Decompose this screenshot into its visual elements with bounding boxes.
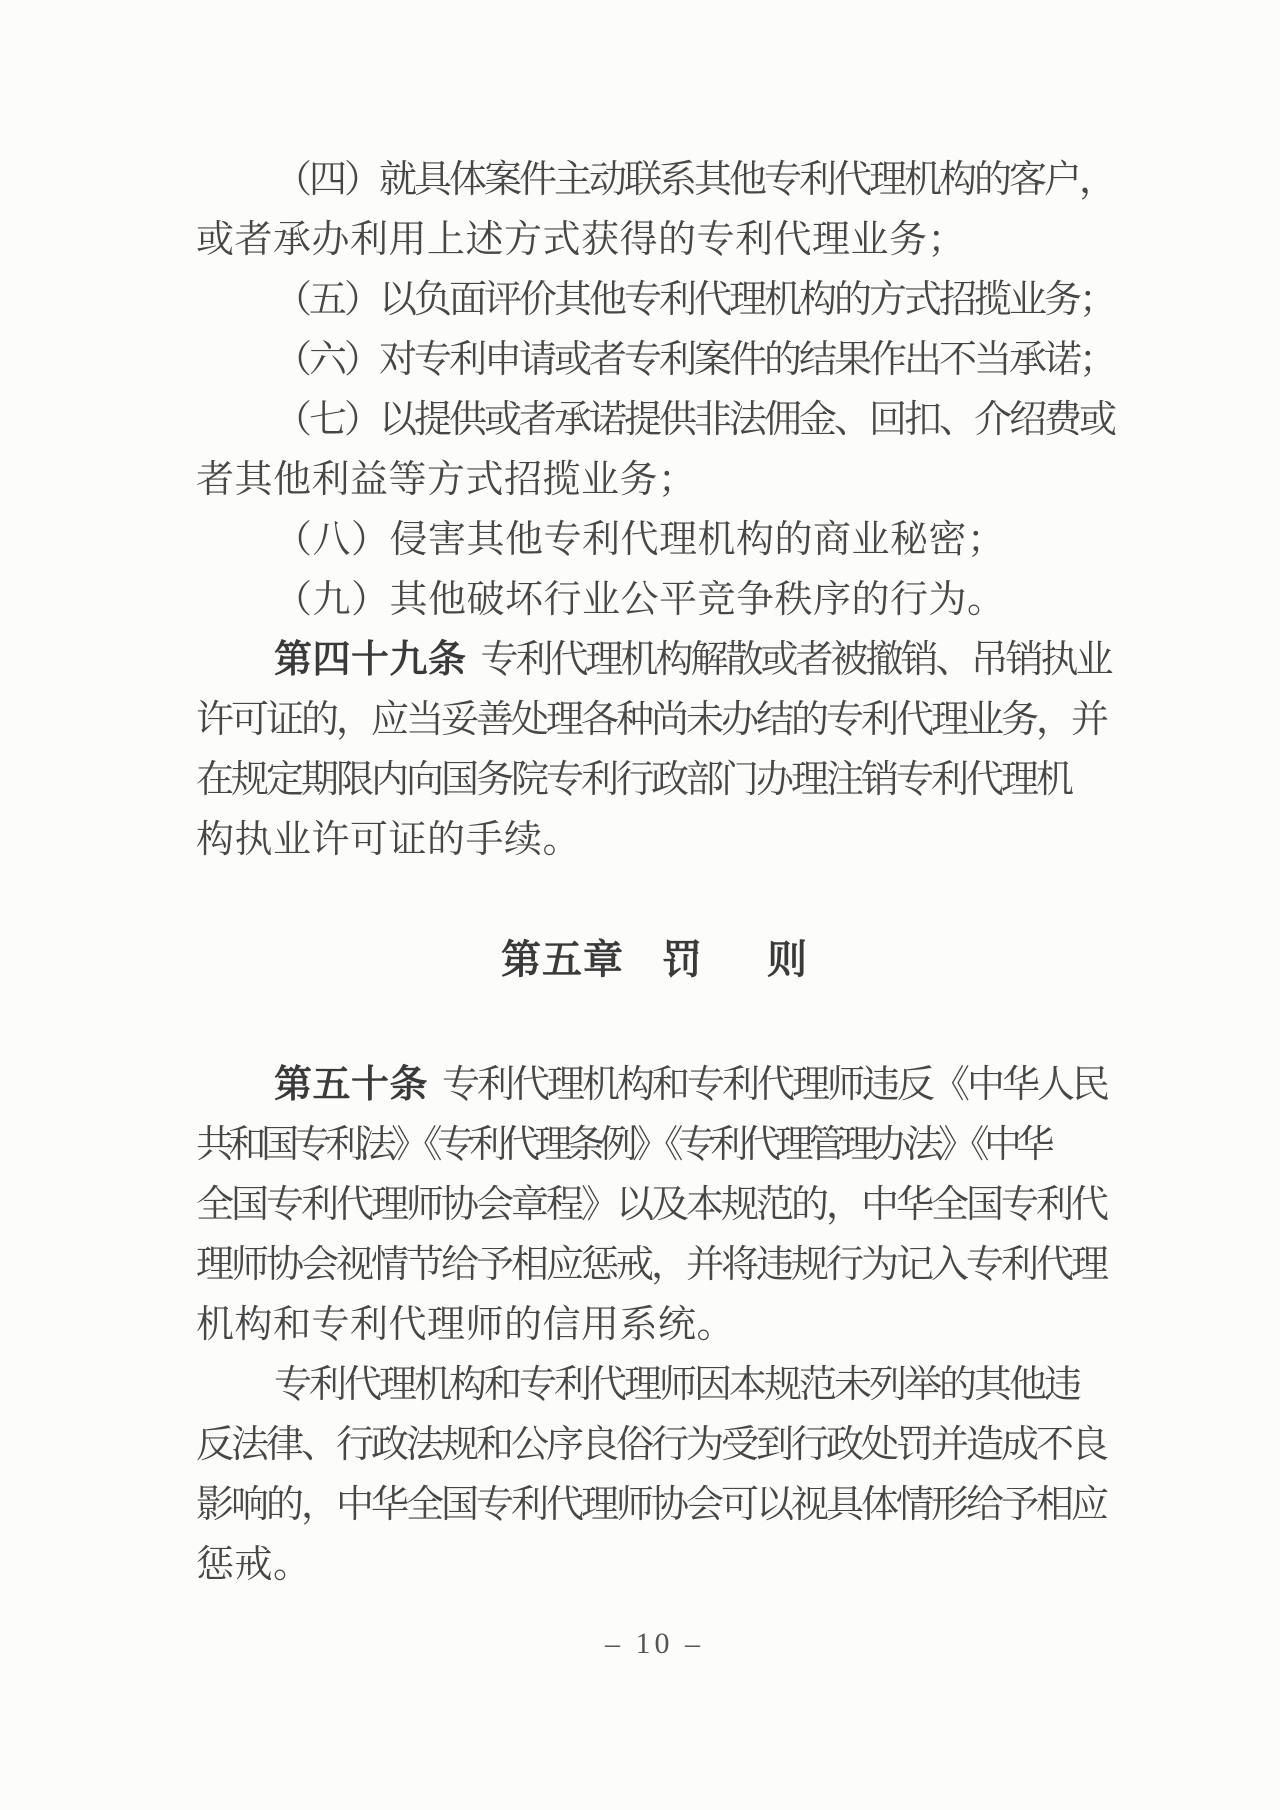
text-line-14 — [196, 1115, 1113, 1175]
line-text: 专利代理机构和专利代理师违反《中华人民 — [442, 1064, 1108, 1106]
line-text: （七）以提供或者承诺提供非法佣金、回扣、介绍费或 — [274, 399, 1115, 441]
page-number — [196, 1622, 1113, 1666]
line-text: 专利代理机构解散或者被撤销、吊销执业 — [480, 639, 1111, 681]
line-text: 者其他利益等方式招揽业务； — [196, 459, 697, 501]
line-text: （九）其他破坏行业公平竞争秩序的行为。 — [274, 579, 1006, 621]
body-block-1 — [196, 150, 1113, 870]
text-line-1 — [196, 150, 1113, 210]
line-text: 构执业许可证的手续。 — [196, 819, 582, 861]
text-line-3 — [196, 270, 1113, 330]
page-number-text: – 10 – — [605, 1627, 704, 1660]
text-line-11 — [196, 750, 1113, 810]
text-line-21 — [196, 1535, 1113, 1595]
chapter-title-char-1: 罚 — [662, 938, 703, 982]
text-line-10 — [196, 690, 1113, 750]
line-text: 惩戒。 — [196, 1544, 312, 1586]
line-text: 反法律、行政法规和公序良俗行为受到行政处罚并造成不良 — [196, 1424, 1107, 1466]
line-text: 机构和专利代理师的信用系统。 — [196, 1304, 736, 1346]
chapter-title-char-2: 则 — [767, 938, 808, 982]
line-text: 影响的，中华全国专利代理师协会可以视具体情形给予相应 — [196, 1484, 1107, 1526]
text-line-16 — [196, 1235, 1113, 1295]
text-line-9-article-49 — [196, 630, 1113, 690]
line-text: （八）侵害其他专利代理机构的商业秘密； — [274, 519, 1006, 561]
line-text: 在规定期限内向国务院专利行政部门办理注销专利代理机 — [196, 759, 1072, 801]
line-text: 全国专利代理师协会章程》以及本规范的，中华全国专利代 — [196, 1184, 1107, 1226]
text-line-13-article-50 — [196, 1055, 1113, 1115]
text-line-19 — [196, 1415, 1113, 1475]
text-line-8 — [196, 570, 1113, 630]
text-line-17 — [196, 1295, 1113, 1355]
chapter-heading — [196, 930, 1113, 990]
text-line-7 — [196, 510, 1113, 570]
text-line-12 — [196, 810, 1113, 870]
text-line-18 — [196, 1355, 1113, 1415]
line-text: （六）对专利申请或者专利案件的结果作出不当承诺； — [274, 339, 1115, 381]
article-number: 第五十条 — [274, 1064, 429, 1106]
text-line-6 — [196, 450, 1113, 510]
line-text: 理师协会视情节给予相应惩戒，并将违规行为记入专利代理 — [196, 1244, 1107, 1286]
chapter-number: 第五章 — [501, 938, 624, 982]
text-line-4 — [196, 330, 1113, 390]
line-text: （四）就具体案件主动联系其他专利代理机构的客户， — [274, 159, 1115, 201]
line-text: 或者承办利用上述方式获得的专利代理业务； — [196, 219, 967, 261]
article-number: 第四十九条 — [274, 639, 467, 681]
line-text: 许可证的，应当妥善处理各种尚未办结的专利代理业务，并 — [196, 699, 1107, 741]
body-block-2 — [196, 1055, 1113, 1595]
text-line-5 — [196, 390, 1113, 450]
text-line-2 — [196, 210, 1113, 270]
line-text: 共和国专利法》《专利代理条例》《专利代理管理办法》《中华 — [196, 1124, 1050, 1166]
text-line-15 — [196, 1175, 1113, 1235]
text-line-20 — [196, 1475, 1113, 1535]
line-text: （五）以负面评价其他专利代理机构的方式招揽业务； — [274, 279, 1115, 321]
line-text: 专利代理机构和专利代理师因本规范未列举的其他违 — [274, 1364, 1080, 1406]
